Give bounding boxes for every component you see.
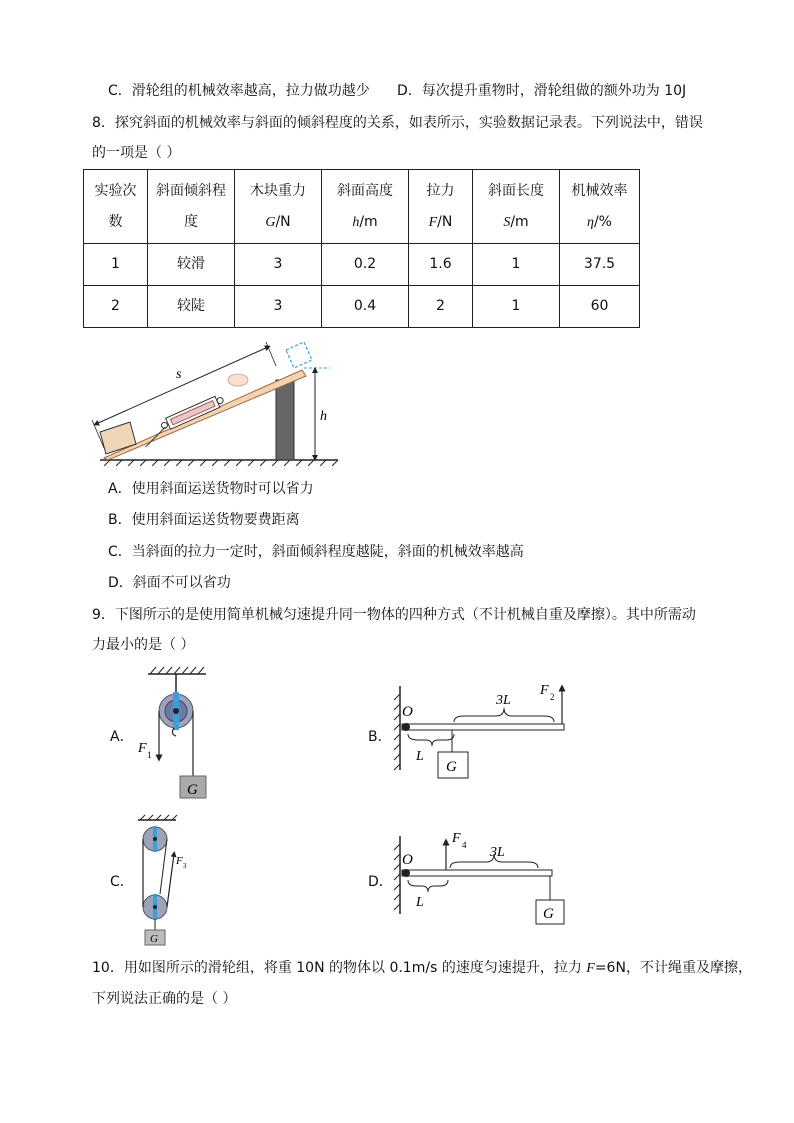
- force-f2-label: F: [540, 683, 549, 698]
- q8-option-c: C．当斜面的拉力一定时，斜面倾斜程度越陡，斜面的机械效率越高: [108, 544, 524, 560]
- table-cell: 1: [473, 286, 560, 328]
- svg-text:3L: 3L: [496, 693, 511, 708]
- header-incline-length: 斜面长度 S/m: [473, 170, 560, 244]
- fixed-pulley-figure: [130, 662, 220, 802]
- svg-text:3: 3: [183, 862, 187, 870]
- q8-option-a: A．使用斜面运送货物时可以省力: [108, 481, 314, 497]
- q8-stem-line1: 8．探究斜面的机械效率与斜面的倾斜程度的关系，如表所示，实验数据记录表。下列说法中，错误: [92, 115, 703, 131]
- svg-text:4: 4: [462, 840, 467, 850]
- table-cell: 较陡: [148, 286, 235, 328]
- svg-text:G: G: [446, 759, 457, 775]
- svg-text:3L: 3L: [490, 845, 505, 860]
- q9-label-a: A．: [110, 729, 134, 745]
- hand-icon: [228, 374, 248, 386]
- incline-experiment-figure: [90, 334, 342, 466]
- q10-stem-line2: 下列说法正确的是（ ）: [92, 991, 237, 1007]
- table-cell: 较滑: [148, 244, 235, 286]
- header-efficiency: 机械效率 η/%: [560, 170, 640, 244]
- table-row: [84, 286, 640, 328]
- q8-stem-line2: 的一项是（ ）: [92, 145, 181, 161]
- svg-text:G: G: [543, 906, 554, 922]
- table-cell: 3: [235, 286, 322, 328]
- force-f3-label: F: [176, 855, 183, 867]
- header-incline-height: 斜面高度 h/m: [322, 170, 409, 244]
- header-trial-number: 实验次 数: [84, 170, 148, 244]
- q8-option-d: D．斜面不可以省功: [108, 575, 231, 591]
- dashed-block-outline: [286, 342, 312, 368]
- table-cell: 1.6: [409, 244, 473, 286]
- table-cell: 60: [560, 286, 640, 328]
- force-f4-label: F: [452, 831, 461, 846]
- svg-text:1: 1: [147, 750, 152, 760]
- header-block-weight: 木块重力 G/N: [235, 170, 322, 244]
- h-label: h: [320, 409, 327, 424]
- table-cell: 3: [235, 244, 322, 286]
- svg-text:O: O: [402, 704, 413, 720]
- q7-option-d: D．每次提升重物时，滑轮组做的额外功为 10J: [397, 83, 687, 99]
- support-post: [276, 380, 294, 460]
- q9-label-b: B．: [368, 729, 392, 745]
- force-f1-label: F: [138, 741, 147, 756]
- q7-option-c: C．滑轮组的机械效率越高，拉力做功越少: [108, 83, 370, 99]
- svg-text:L: L: [416, 749, 424, 764]
- svg-text:G: G: [187, 782, 198, 798]
- table-cell: 0.4: [322, 286, 409, 328]
- table-header-row: [84, 170, 640, 244]
- lever-figure-d: [388, 826, 578, 930]
- pulley-block-figure: [130, 814, 200, 948]
- table-cell: 37.5: [560, 244, 640, 286]
- table-cell: 1: [84, 244, 148, 286]
- svg-text:2: 2: [550, 692, 555, 702]
- s-label: s: [176, 367, 182, 382]
- table-row: [84, 244, 640, 286]
- svg-text:L: L: [416, 895, 424, 910]
- q9-label-c: C．: [110, 874, 134, 890]
- table-cell: 2: [84, 286, 148, 328]
- experiment-data-table: [83, 169, 640, 328]
- q8-option-b: B．使用斜面运送货物要费距离: [108, 512, 300, 528]
- svg-text:G: G: [150, 933, 158, 945]
- q10-stem-line1: 10．用如图所示的滑轮组，将重 10N 的物体以 0.1m/s 的速度匀速提升，拉力 F=6N，不计绳重及摩擦，: [92, 960, 752, 976]
- table-cell: 1: [473, 244, 560, 286]
- q9-label-d: D．: [368, 874, 393, 890]
- svg-text:O: O: [402, 852, 413, 868]
- table-cell: 0.2: [322, 244, 409, 286]
- table-cell: 2: [409, 286, 473, 328]
- lever-figure-b: [388, 680, 578, 782]
- q9-stem-line1: 9．下图所示的是使用简单机械匀速提升同一物体的四种方式（不计机械自重及摩擦）。其中所需动: [92, 607, 696, 623]
- q9-stem-line2: 力最小的是（ ）: [92, 637, 195, 653]
- header-incline-steepness: 斜面倾斜程 度: [148, 170, 235, 244]
- header-pull-force: 拉力 F/N: [409, 170, 473, 244]
